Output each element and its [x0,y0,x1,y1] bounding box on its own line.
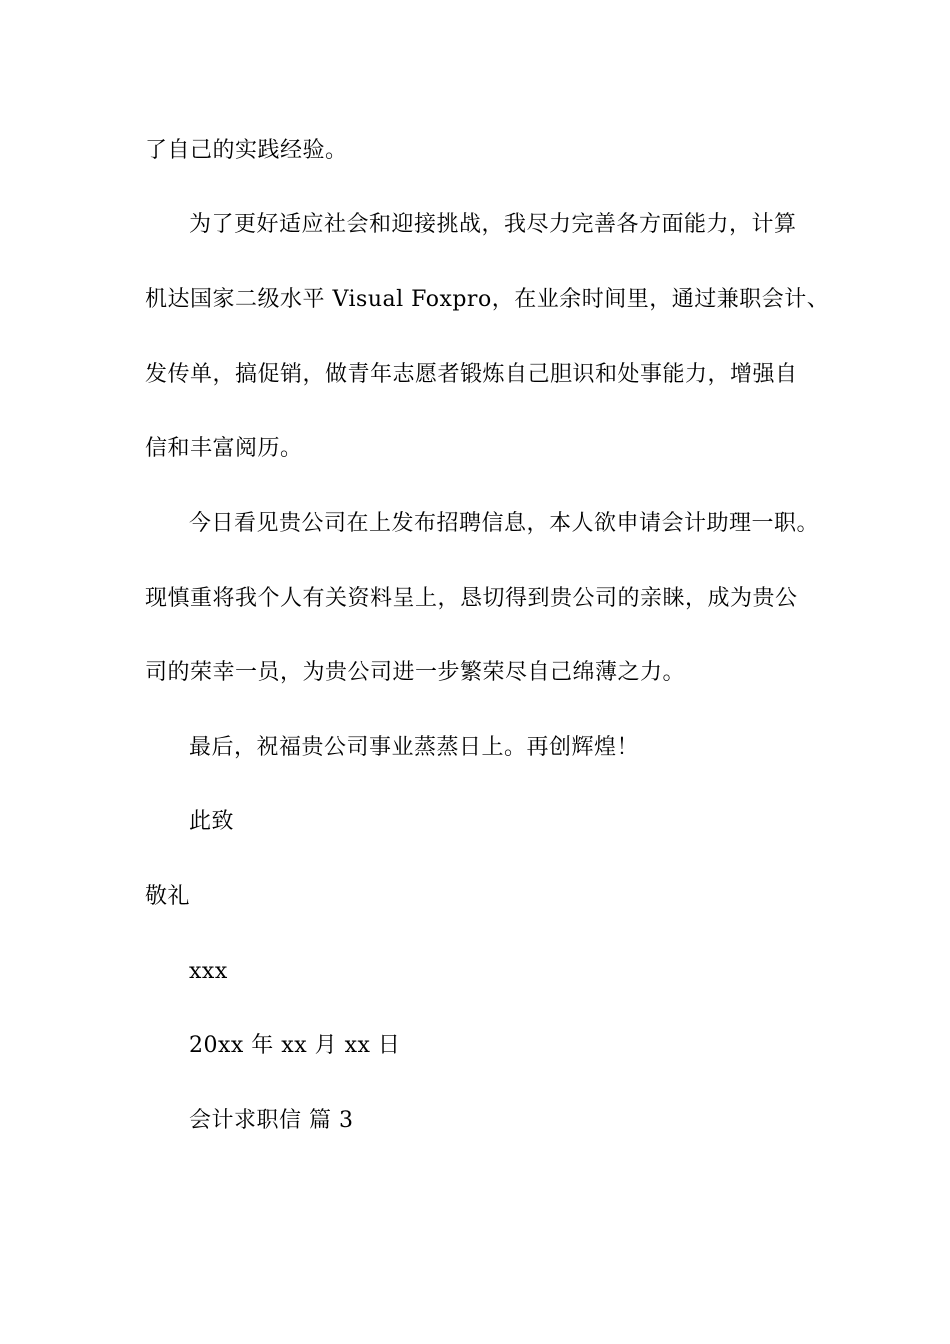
paragraph-line: 司的荣幸一员，为贵公司进一步繁荣尽自己绵薄之力。 [145,660,686,685]
signature-date: 20xx 年 xx 月 xx 日 [189,1033,401,1058]
paragraph-line: 为了更好适应社会和迎接挑战，我尽力完善各方面能力，计算 [189,212,797,237]
salutation-regards: 敬礼 [145,884,191,909]
salutation-closing: 此致 [189,809,235,834]
closing-wish: 最后，祝福贵公司事业蒸蒸日上。再创辉煌！ [189,735,640,760]
paragraph-line: 机达国家二级水平 Visual Foxpro，在业余时间里，通过兼职会计、 [145,287,830,312]
signature-name: xxx [189,959,228,984]
paragraph-line: 信和丰富阅历。 [145,436,303,461]
paragraph-line: 发传单，搞促销，做青年志愿者锻炼自己胆识和处事能力，增强自 [145,362,798,387]
paragraph-line: 现慎重将我个人有关资料呈上，恳切得到贵公司的亲睐，成为贵公 [145,586,798,611]
paragraph-line: 今日看见贵公司在上发布招聘信息，本人欲申请会计助理一职。 [189,511,820,536]
section-heading: 会计求职信 篇 3 [189,1108,354,1133]
paragraph-line: 了自己的实践经验。 [145,138,348,163]
